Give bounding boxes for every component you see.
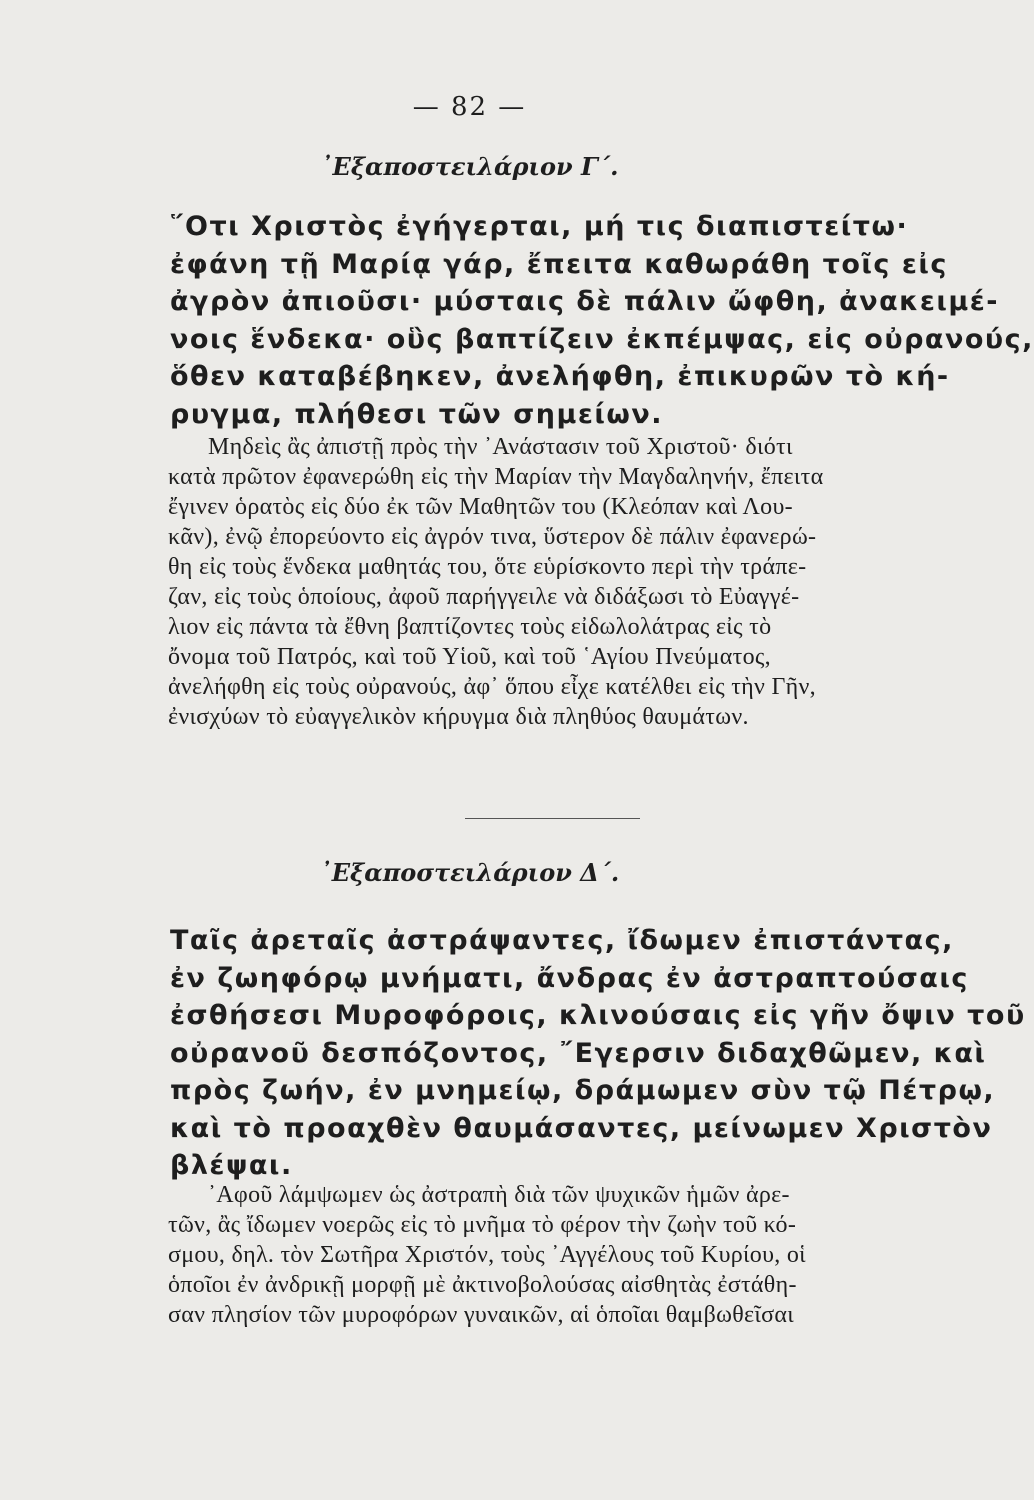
hymn-line: οὐρανοῦ δεσπόζοντος, ῎Εγερσιν διδαχθῶμεν, καὶ bbox=[170, 1037, 987, 1069]
hymn-text-delta bbox=[170, 922, 1026, 1185]
page-number: — 82 — bbox=[412, 92, 527, 122]
prose-line: λιον εἰς πάντα τὰ ἔθνη βαπτίζοντες τοὺς εἰδωλολάτρας εἰς τὸ bbox=[168, 614, 772, 640]
prose-line: ζαν, εἰς τοὺς ὁποίους, ἀφοῦ παρήγγειλε νὰ διδάξωσι τὸ Εὐαγγέ- bbox=[168, 584, 800, 610]
hymn-text-gamma bbox=[170, 208, 1034, 433]
hymn-line: ἐσθήσεσι Μυροφόροις, κλινούσαις εἰς γῆν ὄψιν τοῦ bbox=[170, 1000, 1026, 1031]
hymn-line: ἐν ζωηφόρῳ μνήματι, ἄνδρας ἐν ἀστραπτούσαις bbox=[170, 962, 969, 994]
commentary-gamma bbox=[168, 432, 913, 732]
prose-line: σαν πλησίον τῶν μυροφόρων γυναικῶν, αἱ ὁποῖαι θαμβωθεῖσαι bbox=[168, 1302, 794, 1328]
prose-line: ἔγινεν ὁρατὸς εἰς δύο ἐκ τῶν Μαθητῶν του (Κλεόπαν καὶ Λου- bbox=[168, 494, 793, 520]
hymn-line: βλέψαι. bbox=[170, 1150, 293, 1181]
prose-line: ὁποῖοι ἐν ἀνδρικῇ μορφῇ μὲ ἀκτινοβολούσας αἰσθητὰς ἐστάθη- bbox=[168, 1272, 797, 1298]
prose-line: κατὰ πρῶτον ἐφανερώθη εἰς τὴν Μαρίαν τὴν Μαγδαληνήν, ἔπειτα bbox=[168, 464, 824, 490]
prose-line: ἐνισχύων τὸ εὐαγγελικὸν κήρυγμα διὰ πληθύος θαυμάτων. bbox=[168, 704, 749, 730]
prose-line: Μηδεὶς ἂς ἀπιστῇ πρὸς τὴν ᾿Ανάστασιν τοῦ Χριστοῦ· διότι bbox=[208, 434, 793, 460]
prose-line: ἀνελήφθη εἰς τοὺς οὐρανούς, ἀφ᾿ ὅπου εἶχε κατέλθει εἰς τὴν Γῆν, bbox=[168, 674, 816, 700]
commentary-delta bbox=[168, 1180, 913, 1330]
hymn-line: πρὸς ζωήν, ἐν μνημείῳ, δράμωμεν σὺν τῷ Πέτρῳ, bbox=[170, 1075, 996, 1106]
hymn-line: ἀγρὸν ἀπιοῦσι· μύσταις δὲ πάλιν ὤφθη, ἀνακειμέ- bbox=[170, 286, 999, 317]
section-heading-delta: ᾿Εξαποστειλάριον Δ΄. bbox=[319, 858, 620, 887]
prose-line: ᾿Αφοῦ λάμψωμεν ὡς ἀστραπὴ διὰ τῶν ψυχικῶν ἡμῶν ἀρε- bbox=[208, 1182, 790, 1208]
prose-line: τῶν, ἂς ἴδωμεν νοερῶς εἰς τὸ μνῆμα τὸ φέρον τὴν ζωὴν τοῦ κό- bbox=[168, 1212, 797, 1238]
section-heading-gamma: ᾿Εξαποστειλάριον Γ΄. bbox=[320, 152, 619, 181]
hymn-line: ῞Οτι Χριστὸς ἐγήγερται, μή τις διαπιστείτω· bbox=[170, 211, 909, 242]
hymn-line: ἐφάνη τῇ Μαρίᾳ γάρ, ἔπειτα καθωράθη τοῖς εἰς bbox=[170, 248, 948, 280]
prose-line: κᾶν), ἐνῷ ἐπορεύοντο εἰς ἀγρόν τινα, ὕστερον δὲ πάλιν ἐφανερώ- bbox=[168, 524, 817, 550]
hymn-line: ὅθεν καταβέβηκεν, ἀνελήφθη, ἐπικυρῶν τὸ κή- bbox=[170, 361, 950, 392]
section-divider bbox=[465, 818, 640, 819]
hymn-line: καὶ τὸ προαχθὲν θαυμάσαντες, μείνωμεν Χριστὸν bbox=[170, 1112, 993, 1144]
hymn-line: νοις ἕνδεκα· οὓς βαπτίζειν ἐκπέμψας, εἰς οὐρανούς, bbox=[170, 323, 1034, 355]
prose-line: σμου, δηλ. τὸν Σωτῆρα Χριστόν, τοὺς ᾿Αγγέλους τοῦ Κυρίου, οἱ bbox=[168, 1242, 806, 1268]
hymn-line: Ταῖς ἀρεταῖς ἀστράψαντες, ἴδωμεν ἐπιστάντας, bbox=[170, 925, 954, 956]
prose-line: θη εἰς τοὺς ἕνδεκα μαθητάς του, ὅτε εὑρίσκοντο περὶ τὴν τράπε- bbox=[168, 554, 807, 580]
hymn-line: ρυγμα, πλήθεσι τῶν σημείων. bbox=[170, 398, 663, 430]
prose-line: ὄνομα τοῦ Πατρός, καὶ τοῦ Υἱοῦ, καὶ τοῦ ῾Αγίου Πνεύματος, bbox=[168, 644, 771, 670]
